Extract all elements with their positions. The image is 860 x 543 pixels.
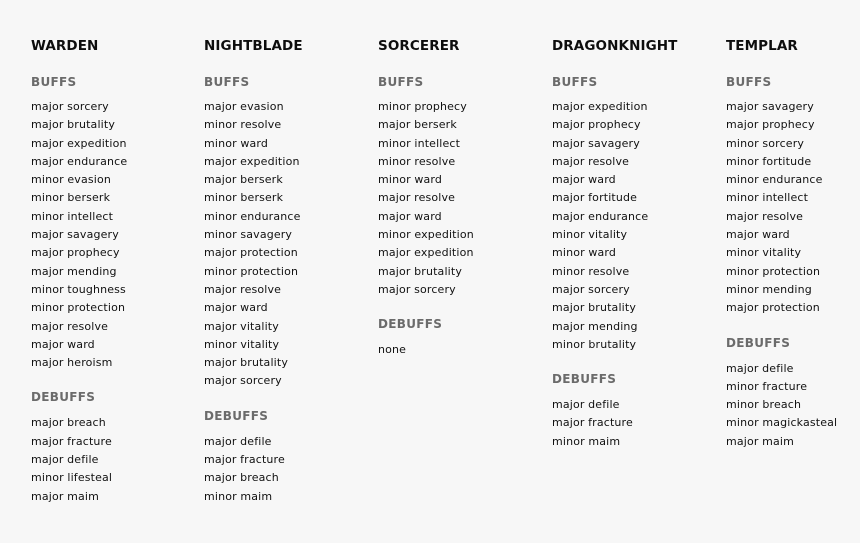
buff-item: major savagery: [552, 136, 640, 150]
buff-item: major mending: [552, 319, 638, 333]
debuffs-list: [31, 414, 199, 505]
class-column-sorcerer: [378, 36, 546, 360]
debuffs-heading: DEBUFFS: [204, 408, 269, 423]
buff-item: minor vitality: [204, 337, 280, 351]
debuff-item: major fracture: [31, 434, 112, 448]
class-column-dragonknight: [552, 36, 720, 451]
buff-item: minor ward: [204, 136, 269, 150]
buff-item: major ward: [726, 228, 790, 242]
buff-item: major berserk: [204, 173, 283, 187]
buff-item: minor endurance: [726, 173, 823, 187]
debuffs-heading: DEBUFFS: [552, 372, 617, 387]
buff-item: minor intellect: [31, 209, 114, 223]
buffs-list: [31, 98, 199, 372]
buff-item: major prophecy: [31, 246, 120, 260]
debuffs-list: [552, 396, 720, 451]
buff-item: major expedition: [552, 100, 648, 113]
debuff-item: minor maim: [204, 489, 273, 503]
buff-item: major protection: [726, 301, 820, 315]
buff-item: major brutality: [31, 118, 115, 132]
debuff-item: major defile: [552, 398, 620, 412]
debuffs-heading: DEBUFFS: [378, 317, 443, 332]
buff-item: major ward: [552, 173, 616, 187]
buff-item: major sorcery: [204, 374, 282, 388]
buff-item: minor intellect: [378, 136, 461, 150]
class-column-warden: [31, 36, 199, 506]
buff-item: minor protection: [726, 264, 821, 278]
buff-item: minor brutality: [552, 337, 637, 351]
buffs-heading: BUFFS: [204, 75, 250, 89]
debuff-item: major breach: [31, 416, 106, 430]
debuff-item: major maim: [726, 434, 794, 448]
debuff-item: major defile: [204, 434, 272, 448]
buff-item: minor savagery: [204, 228, 293, 242]
buff-item: major prophecy: [726, 118, 815, 132]
debuff-item: major fracture: [552, 416, 633, 430]
debuff-item: minor magickasteal: [726, 416, 838, 430]
buff-item: major savagery: [31, 228, 119, 242]
class-title: SORCERER: [378, 38, 460, 54]
buff-item: major vitality: [204, 319, 279, 333]
buff-item: minor prophecy: [378, 100, 467, 113]
class-title: WARDEN: [31, 38, 99, 54]
debuff-item: minor fracture: [726, 379, 808, 393]
buff-item: major evasion: [204, 100, 284, 113]
buff-item: minor ward: [378, 173, 443, 187]
buff-item: minor resolve: [378, 154, 456, 168]
buff-item: minor berserk: [31, 191, 111, 205]
class-title: DRAGONKNIGHT: [552, 38, 678, 54]
buff-item: major endurance: [31, 154, 128, 168]
buff-item: minor evasion: [31, 173, 111, 187]
buff-item: minor fortitude: [726, 154, 812, 168]
buffs-list: [726, 98, 860, 318]
debuff-item: minor lifesteal: [31, 471, 113, 485]
buff-item: minor sorcery: [726, 136, 805, 150]
buff-item: major expedition: [31, 136, 127, 150]
class-title: NIGHTBLADE: [204, 38, 303, 54]
buff-item: minor protection: [204, 264, 299, 278]
buff-item: major brutality: [552, 301, 636, 315]
buff-item: major expedition: [204, 154, 300, 168]
buff-item: minor resolve: [552, 264, 630, 278]
debuffs-heading: DEBUFFS: [31, 390, 96, 405]
buff-item: major mending: [31, 264, 117, 278]
class-column-templar: [726, 36, 860, 451]
buff-item: major ward: [31, 337, 95, 351]
buff-item: major resolve: [204, 282, 282, 296]
debuff-item: major defile: [726, 361, 794, 375]
debuffs-heading: DEBUFFS: [726, 335, 791, 350]
buff-item: major prophecy: [552, 118, 641, 132]
buff-item: major berserk: [378, 118, 457, 132]
buff-item: minor expedition: [378, 228, 474, 242]
buff-item: minor toughness: [31, 282, 126, 296]
buff-item: minor resolve: [204, 118, 282, 132]
buff-item: minor mending: [726, 282, 812, 296]
debuffs-list: [204, 433, 372, 506]
buff-item: major resolve: [31, 319, 109, 333]
buffs-heading: BUFFS: [31, 75, 77, 89]
buff-item: major brutality: [378, 264, 462, 278]
debuff-item: major defile: [31, 453, 99, 467]
debuff-item: major fracture: [204, 453, 285, 467]
class-column-nightblade: [204, 36, 372, 506]
buff-item: major resolve: [378, 191, 456, 205]
buffs-heading: BUFFS: [378, 75, 424, 89]
debuff-item: minor maim: [552, 434, 621, 448]
buffs-list: [204, 98, 372, 391]
debuffs-list: [378, 341, 546, 359]
buff-item: major sorcery: [31, 100, 109, 113]
buffs-heading: BUFFS: [726, 75, 772, 89]
buff-item: major brutality: [204, 356, 288, 370]
debuff-item: major maim: [31, 489, 99, 503]
buff-item: minor ward: [552, 246, 617, 260]
buff-item: minor intellect: [726, 191, 809, 205]
buff-item: minor protection: [31, 301, 126, 315]
buff-item: minor endurance: [204, 209, 301, 223]
buff-item: major sorcery: [552, 282, 630, 296]
buffs-list: [378, 98, 546, 299]
buff-item: major sorcery: [378, 282, 456, 296]
buff-item: minor berserk: [204, 191, 284, 205]
debuff-item: major breach: [204, 471, 279, 485]
buff-item: major ward: [204, 301, 268, 315]
buff-item: major ward: [378, 209, 442, 223]
buff-item: major savagery: [726, 100, 814, 113]
buff-item: minor vitality: [552, 228, 628, 242]
debuffs-list: [726, 360, 860, 451]
debuff-item: none: [378, 343, 407, 357]
buff-item: major resolve: [552, 154, 630, 168]
buffs-list: [552, 98, 720, 354]
buffs-heading: BUFFS: [552, 75, 598, 89]
debuff-item: minor breach: [726, 398, 802, 412]
buff-item: major expedition: [378, 246, 474, 260]
buff-item: minor vitality: [726, 246, 802, 260]
buff-item: major endurance: [552, 209, 649, 223]
buff-item: major resolve: [726, 209, 804, 223]
buff-item: major protection: [204, 246, 298, 260]
class-title: TEMPLAR: [726, 38, 798, 54]
buff-item: major heroism: [31, 356, 113, 370]
buff-item: major fortitude: [552, 191, 638, 205]
